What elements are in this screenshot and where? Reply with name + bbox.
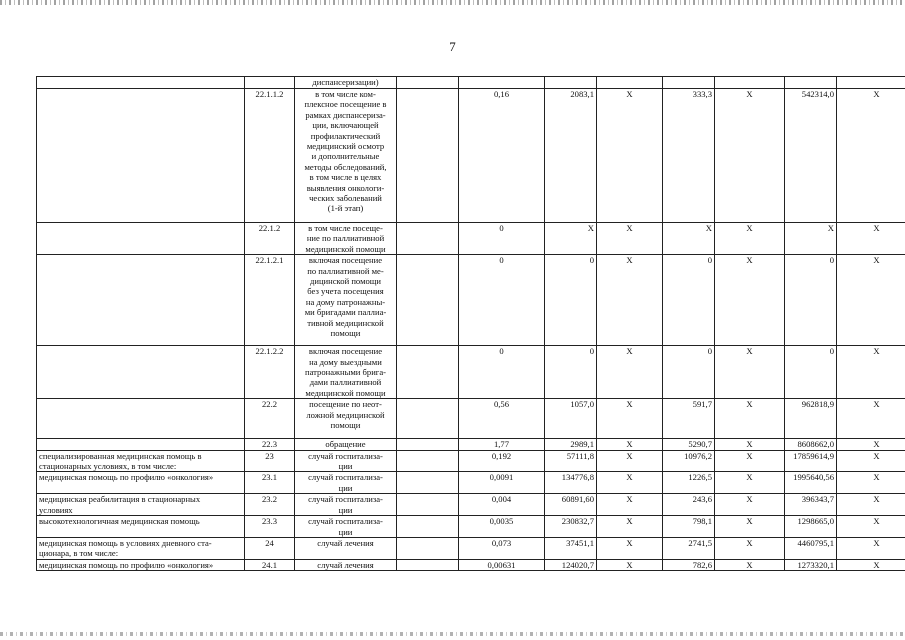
- cell-value-4: 333,3: [663, 89, 715, 223]
- cell-empty: [397, 559, 459, 570]
- cell-service-name: [37, 255, 245, 346]
- cell-label: [37, 77, 245, 89]
- cell-value-3: X: [597, 559, 663, 570]
- cell-empty: [397, 537, 459, 559]
- cell-value-3: X: [597, 537, 663, 559]
- cell-value-3: X: [597, 255, 663, 346]
- cell-value-2: 2989,1: [545, 439, 597, 450]
- scan-edge-bottom: [0, 632, 905, 636]
- cell-row-code: 23: [245, 450, 295, 472]
- cell-value-6: 1995640,56: [785, 472, 837, 494]
- cell-value-7: X: [837, 255, 905, 346]
- cell-value-3: X: [597, 472, 663, 494]
- cell-empty: [785, 77, 837, 89]
- cell-row-code: 22.1.2.1: [245, 255, 295, 346]
- cell-value-6: 1298665,0: [785, 516, 837, 538]
- table-row: [37, 89, 905, 223]
- cell-row-code: 22.1.2.2: [245, 346, 295, 399]
- cell-value-3: X: [597, 346, 663, 399]
- cell-value-5: X: [715, 559, 785, 570]
- cell-value-6: 962818,9: [785, 399, 837, 439]
- cell-value-1: 0,073: [459, 537, 545, 559]
- cell-empty: [459, 77, 545, 89]
- cell-value-4: 782,6: [663, 559, 715, 570]
- cell-value-1: 0,56: [459, 399, 545, 439]
- cell-unit: случай госпитализа- ции: [295, 494, 397, 516]
- cell-empty: [397, 255, 459, 346]
- table-row: [37, 516, 905, 538]
- cell-value-2: 230832,7: [545, 516, 597, 538]
- cell-unit: посещение по неот- ложной медицинской помощи: [295, 399, 397, 439]
- cell-unit: в том числе ком- плексное посещение в рамках диспансериза- ции, включающей профилактический медицинский осмотр и дополнительные методы обследований, в том числе в целях выявления онкологи- ческих заболеваний (1-й этап): [295, 89, 397, 223]
- cell-value-2: 0: [545, 255, 597, 346]
- cell-value-3: X: [597, 439, 663, 450]
- cell-unit: включая посещение на дому выездными патронажными брига- дами паллиативной медицинской помощи: [295, 346, 397, 399]
- cell-value-6: 4460795,1: [785, 537, 837, 559]
- cell-service-name: медицинская помощь по профилю «онкология»: [37, 559, 245, 570]
- cell-value-1: 0: [459, 223, 545, 255]
- data-table: [36, 76, 905, 571]
- cell-value-3: X: [597, 89, 663, 223]
- cell-value-5: X: [715, 494, 785, 516]
- cell-empty: [397, 516, 459, 538]
- table-row: [37, 346, 905, 399]
- cell-row-code: 23.1: [245, 472, 295, 494]
- cell-value-2: 134776,8: [545, 472, 597, 494]
- cell-value-7: X: [837, 89, 905, 223]
- cell-value-2: 124020,7: [545, 559, 597, 570]
- table-row: [37, 472, 905, 494]
- cell-row-code: 23.3: [245, 516, 295, 538]
- cell-value-2: X: [545, 223, 597, 255]
- scan-edge-top: [0, 0, 905, 5]
- cell-unit: случай лечения: [295, 559, 397, 570]
- cell-value-4: 0: [663, 346, 715, 399]
- cell-service-name: [37, 223, 245, 255]
- cell-unit: случай госпитализа- ции: [295, 516, 397, 538]
- cell-service-name: специализированная медицинская помощь в стационарных условиях, в том числе:: [37, 450, 245, 472]
- cell-value-7: X: [837, 537, 905, 559]
- cell-value-2: 2083,1: [545, 89, 597, 223]
- cell-service-name: [37, 346, 245, 399]
- cell-value-4: 1226,5: [663, 472, 715, 494]
- table-row: [37, 494, 905, 516]
- cell-value-2: 0: [545, 346, 597, 399]
- cell-row-code: 24.1: [245, 559, 295, 570]
- cell-value-2: 57111,8: [545, 450, 597, 472]
- cell-value-5: X: [715, 255, 785, 346]
- cell-value-6: 542314,0: [785, 89, 837, 223]
- table-row: [37, 223, 905, 255]
- cell-service-name: медицинская помощь в условиях дневного ста- ционара, в том числе:: [37, 537, 245, 559]
- cell-value-3: X: [597, 494, 663, 516]
- cell-value-5: X: [715, 472, 785, 494]
- cell-value-5: X: [715, 346, 785, 399]
- cell-value-6: 396343,7: [785, 494, 837, 516]
- table-row: [37, 537, 905, 559]
- cell-empty: [663, 77, 715, 89]
- cell-value-4: 10976,2: [663, 450, 715, 472]
- cell-value-1: 1,77: [459, 439, 545, 450]
- cell-unit: в том числе посеще- ние по паллиативной медицинской помощи: [295, 223, 397, 255]
- cell-value-6: 17859614,9: [785, 450, 837, 472]
- cell-value-1: 0,00631: [459, 559, 545, 570]
- cell-value-3: X: [597, 516, 663, 538]
- cell-code: [245, 77, 295, 89]
- cell-value-2: 1057,0: [545, 399, 597, 439]
- cell-empty: [397, 494, 459, 516]
- cell-unit: включая посещение по паллиативной ме- дицинской помощи без учета посещения на дому патронажны- ми бригадами паллиа- тивной медицинской помощи: [295, 255, 397, 346]
- cell-value-4: 5290,7: [663, 439, 715, 450]
- cell-service-name: медицинская помощь по профилю «онкология»: [37, 472, 245, 494]
- cell-row-code: 24: [245, 537, 295, 559]
- cell-value-1: 0,16: [459, 89, 545, 223]
- cell-unit: случай лечения: [295, 537, 397, 559]
- cell-value-6: X: [785, 223, 837, 255]
- table-body: [37, 77, 905, 571]
- table-row-continuation: [37, 77, 905, 89]
- cell-value-4: 798,1: [663, 516, 715, 538]
- cell-empty: [397, 450, 459, 472]
- cell-value-1: 0,0091: [459, 472, 545, 494]
- cell-empty: [597, 77, 663, 89]
- cell-empty: [545, 77, 597, 89]
- cell-row-code: 22.1.2: [245, 223, 295, 255]
- table-row: [37, 255, 905, 346]
- cell-value-1: 0,004: [459, 494, 545, 516]
- cell-value-7: X: [837, 346, 905, 399]
- cell-value-5: X: [715, 450, 785, 472]
- cell-value-7: X: [837, 439, 905, 450]
- cell-empty: [397, 472, 459, 494]
- table-row: [37, 439, 905, 450]
- page-number: 7: [449, 39, 456, 54]
- cell-value-4: 2741,5: [663, 537, 715, 559]
- cell-unit: случай госпитализа- ции: [295, 450, 397, 472]
- cell-value-5: X: [715, 89, 785, 223]
- cell-value-5: X: [715, 223, 785, 255]
- cell-value-7: X: [837, 559, 905, 570]
- cell-empty: [837, 77, 905, 89]
- cell-service-name: [37, 399, 245, 439]
- cell-value-2: 37451,1: [545, 537, 597, 559]
- cell-empty: [397, 223, 459, 255]
- cell-value-3: X: [597, 223, 663, 255]
- cell-service-name: [37, 89, 245, 223]
- cell-value-3: X: [597, 399, 663, 439]
- cell-value-7: X: [837, 450, 905, 472]
- cell-value-6: 1273320,1: [785, 559, 837, 570]
- cell-service-name: высокотехнологичная медицинская помощь: [37, 516, 245, 538]
- cell-value-6: 8608662,0: [785, 439, 837, 450]
- cell-value-5: X: [715, 516, 785, 538]
- cell-unit: случай госпитализа- ции: [295, 472, 397, 494]
- cell-row-code: 22.3: [245, 439, 295, 450]
- cell-service-name: медицинская реабилитация в стационарных условиях: [37, 494, 245, 516]
- cell-value-6: 0: [785, 346, 837, 399]
- cell-row-code: 22.2: [245, 399, 295, 439]
- cell-value-4: 243,6: [663, 494, 715, 516]
- cell-value-7: X: [837, 223, 905, 255]
- cell-unit: обращение: [295, 439, 397, 450]
- cell-value-3: X: [597, 450, 663, 472]
- table-row: [37, 399, 905, 439]
- cell-empty: [397, 399, 459, 439]
- cell-value-4: 0: [663, 255, 715, 346]
- cell-value-5: X: [715, 399, 785, 439]
- cell-row-code: 22.1.1.2: [245, 89, 295, 223]
- cell-service-name: [37, 439, 245, 450]
- cell-value-7: X: [837, 516, 905, 538]
- cell-value-4: 591,7: [663, 399, 715, 439]
- cell-value-7: X: [837, 399, 905, 439]
- cell-unit: диспансеризации): [295, 77, 397, 89]
- cell-empty: [397, 346, 459, 399]
- cell-value-7: X: [837, 472, 905, 494]
- cell-empty: [397, 89, 459, 223]
- cell-value-7: X: [837, 494, 905, 516]
- cell-value-6: 0: [785, 255, 837, 346]
- cell-empty: [397, 439, 459, 450]
- cell-value-2: 60891,60: [545, 494, 597, 516]
- table-row: [37, 559, 905, 570]
- cell-value-1: 0: [459, 255, 545, 346]
- cell-value-4: X: [663, 223, 715, 255]
- table-row: [37, 450, 905, 472]
- cell-value-1: 0: [459, 346, 545, 399]
- cell-value-5: X: [715, 537, 785, 559]
- cell-empty: [715, 77, 785, 89]
- cell-value-1: 0,0035: [459, 516, 545, 538]
- cell-empty: [397, 77, 459, 89]
- cell-value-1: 0,192: [459, 450, 545, 472]
- cell-row-code: 23.2: [245, 494, 295, 516]
- cell-value-5: X: [715, 439, 785, 450]
